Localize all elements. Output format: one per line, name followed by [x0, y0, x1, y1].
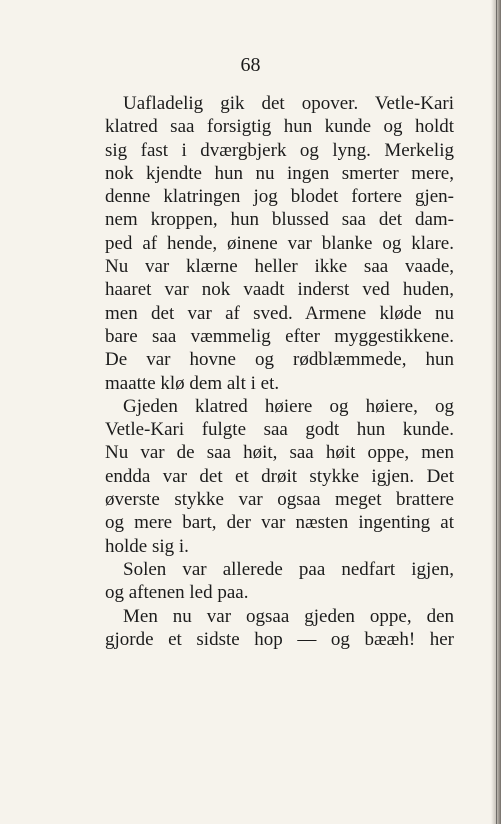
text-line: sig fast i dværgbjerk og lyng. Merkelig [105, 139, 454, 161]
text-line: og aftenen led paa. [105, 582, 249, 604]
text-line: endda var det et drøit stykke igjen. Det [105, 465, 454, 487]
text-line: øverste stykke var ogsaa meget brattere [105, 489, 454, 511]
text-line: Nu var klærne heller ikke saa vaade, [105, 256, 454, 278]
page-edge-line [496, 0, 497, 824]
text-line: Solen var allerede paa nedfart igjen, [123, 558, 454, 580]
text-line: Gjeden klatred høiere og høiere, og [123, 395, 454, 417]
text-line: Uafladelig gik det opover. Vetle-Kari [123, 93, 454, 114]
text-line: klatred saa forsigtig hun kunde og holdt [105, 116, 454, 138]
text-line: haaret var nok vaadt inderst ved huden, [105, 279, 454, 301]
text-line: Vetle-Kari fulgte saa godt hun kunde. [105, 419, 454, 441]
text-line: bare saa væmmelig efter myggestikkene. [105, 325, 454, 347]
text-line: maatte klø dem alt i et. [105, 372, 280, 394]
text-line: nok kjendte hun nu ingen smerter mere, [105, 162, 454, 184]
text-line: De var hovne og rødblæmmede, hun [105, 349, 454, 371]
text-line: gjorde et sidste hop — og bææh! her [105, 628, 454, 650]
text-line: ped af hende, øinene var blanke og klare. [105, 232, 454, 254]
text-line: og mere bart, der var næsten ingenting at [105, 512, 454, 534]
page-number: 68 [240, 54, 261, 76]
body-text [105, 92, 454, 651]
text-line: nem kroppen, hun blussed saa det dam- [105, 209, 454, 231]
text-line: denne klatringen jog blodet fortere gjen- [105, 186, 454, 208]
text-line: Men nu var ogsaa gjeden oppe, den [123, 605, 454, 627]
text-line: Nu var de saa høit, saa høit oppe, men [105, 442, 454, 464]
text-line: men det var af sved. Armene kløde nu [105, 302, 454, 324]
text-line: holde sig i. [105, 535, 189, 557]
